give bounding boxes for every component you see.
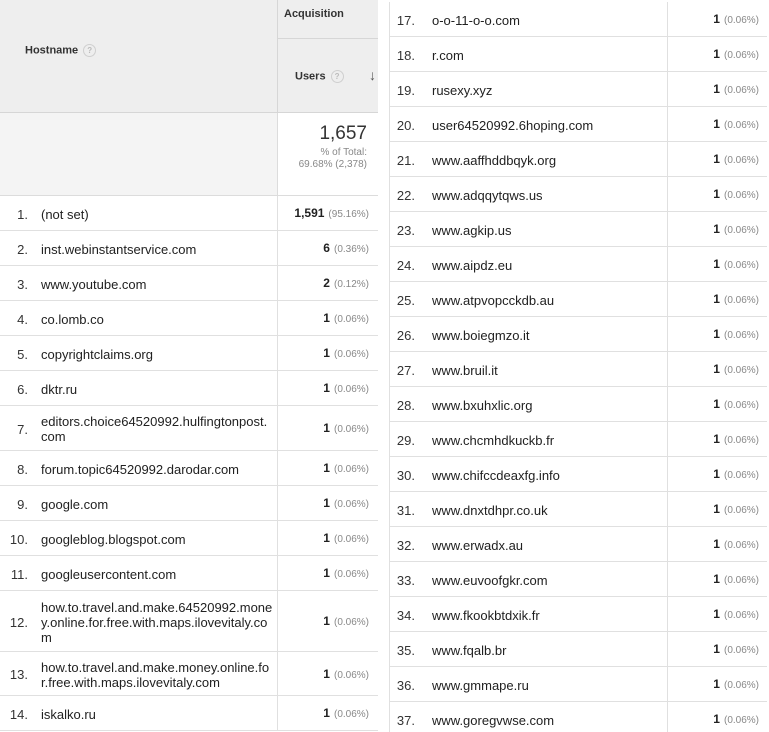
users-percent: (0.06%) [333, 349, 369, 360]
users-percent: (0.06%) [723, 225, 759, 236]
users-cell [667, 667, 767, 701]
users-cell [667, 282, 767, 316]
hostname-link[interactable]: www.atpvopcckdb.au [432, 293, 555, 308]
users-value: 2 [323, 276, 330, 290]
users-cell [277, 301, 378, 335]
hostname-link[interactable]: www.aipdz.eu [432, 258, 513, 273]
users-value: 1 [323, 706, 330, 720]
users-cell [277, 486, 378, 520]
users-percent: (0.06%) [333, 499, 369, 510]
row-number: 36. [396, 678, 415, 693]
users-percent: (0.06%) [723, 540, 759, 551]
row-number: 32. [396, 538, 415, 553]
hostname-header-label: Hostname [25, 44, 79, 57]
row-number: 27. [396, 363, 415, 378]
users-value: 1 [713, 397, 720, 411]
sort-descending-icon[interactable]: ↓ [369, 67, 376, 83]
table-row [389, 282, 767, 317]
users-percent: (0.06%) [723, 400, 759, 411]
table-row [389, 72, 767, 107]
users-cell [667, 422, 767, 456]
hostname-link[interactable]: copyrightclaims.org [41, 347, 153, 362]
table-row [389, 702, 767, 732]
hostname-link[interactable]: rusexy.xyz [432, 83, 493, 98]
users-cell [667, 177, 767, 211]
users-value: 1 [323, 311, 330, 325]
users-cell [667, 37, 767, 71]
users-value: 1 [713, 117, 720, 131]
users-value: 1 [713, 222, 720, 236]
table-row [389, 107, 767, 142]
users-cell [667, 352, 767, 386]
users-percent: (0.06%) [723, 610, 759, 621]
table-row [389, 422, 767, 457]
users-value: 1 [323, 531, 330, 545]
users-percent: (0.06%) [333, 534, 369, 545]
row-number: 33. [396, 573, 415, 588]
row-number: 19. [396, 83, 415, 98]
hostname-link[interactable]: www.erwadx.au [432, 538, 524, 553]
hostname-link[interactable]: how.to.travel.and.make.money.online.for.free.with.maps.ilovevitaly.com [41, 660, 270, 690]
users-cell [277, 451, 378, 485]
users-cell [277, 231, 378, 265]
row-number: 22. [396, 188, 415, 203]
users-cell [667, 387, 767, 421]
users-column-header[interactable] [277, 39, 378, 113]
users-value: 1 [713, 712, 720, 726]
users-percent: (0.06%) [723, 435, 759, 446]
row-number: 13. [9, 667, 28, 682]
users-percent: (0.06%) [723, 680, 759, 691]
acquisition-group-header [277, 0, 378, 39]
users-percent: (0.12%) [333, 279, 369, 290]
totals-row-label-cell [0, 113, 277, 196]
row-number: 28. [396, 398, 415, 413]
hostname-link[interactable]: how.to.travel.and.make.64520992.money.online.for.free.with.maps.ilovevitaly.com [41, 600, 273, 645]
total-users-value: 1,657 [319, 123, 367, 144]
row-number: 8. [17, 462, 28, 477]
row-number: 31. [396, 503, 415, 518]
table-row [389, 492, 767, 527]
hostname-column-header[interactable] [0, 0, 277, 113]
users-percent: (0.06%) [723, 260, 759, 271]
table-row [389, 177, 767, 212]
table-row [389, 352, 767, 387]
users-value: 1 [713, 502, 720, 516]
users-percent: (0.06%) [333, 314, 369, 325]
table-row [0, 266, 378, 301]
users-cell [277, 371, 378, 405]
users-value: 1 [323, 614, 330, 628]
users-value: 1 [323, 667, 330, 681]
row-number: 11. [10, 567, 28, 582]
hostname-link[interactable]: www.adqqytqws.us [432, 188, 543, 203]
users-percent: (0.06%) [723, 85, 759, 96]
totals-users-cell [277, 113, 378, 196]
users-value: 1 [713, 537, 720, 551]
users-value: 6 [323, 241, 330, 255]
row-number: 23. [396, 223, 415, 238]
users-percent: (0.36%) [333, 244, 369, 255]
row-number: 5. [17, 347, 28, 362]
users-value: 1 [713, 642, 720, 656]
hostname-link[interactable]: www.euvoofgkr.com [432, 573, 548, 588]
row-number: 21. [396, 153, 415, 168]
table-row [389, 317, 767, 352]
hostname-link[interactable]: www.goregvwse.com [432, 713, 555, 728]
table-row [0, 371, 378, 406]
row-number: 6. [17, 382, 28, 397]
row-number: 25. [396, 293, 415, 308]
users-cell [277, 196, 378, 230]
users-percent: (0.06%) [723, 330, 759, 341]
total-pct-label: % of Total: [320, 147, 367, 158]
row-number: 20. [396, 118, 415, 133]
table-row [0, 556, 378, 591]
hostname-link[interactable]: googleusercontent.com [41, 567, 177, 582]
row-number: 2. [17, 242, 28, 257]
acquisition-header-label: Acquisition [284, 8, 344, 20]
users-cell [667, 492, 767, 526]
row-number: 18. [396, 48, 415, 63]
users-cell [277, 591, 378, 651]
table-row [389, 2, 767, 37]
hostname-link[interactable]: o-o-11-o-o.com [432, 13, 520, 28]
table-row [0, 696, 378, 731]
users-percent: (0.06%) [333, 384, 369, 395]
users-cell [667, 317, 767, 351]
users-value: 1 [323, 421, 330, 435]
table-row [389, 212, 767, 247]
users-percent: (0.06%) [333, 617, 369, 628]
users-percent: (0.06%) [333, 709, 369, 720]
users-percent: (0.06%) [723, 155, 759, 166]
users-cell [667, 247, 767, 281]
hostname-link[interactable]: www.fkookbtdxik.fr [432, 608, 540, 623]
users-cell [277, 266, 378, 300]
users-percent: (0.06%) [723, 295, 759, 306]
users-value: 1 [713, 467, 720, 481]
row-number: 26. [396, 328, 415, 343]
users-percent: (0.06%) [333, 569, 369, 580]
table-row [389, 247, 767, 282]
table-row [0, 451, 378, 486]
users-value: 1 [323, 381, 330, 395]
users-value: 1 [713, 152, 720, 166]
users-cell [277, 696, 378, 730]
users-cell [277, 652, 378, 695]
users-cell [667, 632, 767, 666]
hostname-link[interactable]: inst.webinstantservice.com [41, 242, 197, 257]
users-percent: (0.06%) [723, 15, 759, 26]
users-cell [277, 556, 378, 590]
users-cell [667, 457, 767, 491]
users-percent: (0.06%) [723, 470, 759, 481]
table-row [0, 231, 378, 266]
row-number: 34. [396, 608, 415, 623]
users-cell [667, 597, 767, 631]
help-icon[interactable]: ? [83, 44, 96, 57]
users-value: 1 [323, 461, 330, 475]
row-number: 35. [396, 643, 415, 658]
users-value: 1 [713, 677, 720, 691]
users-cell [277, 336, 378, 370]
total-pct-value: 69.68% (2,378) [298, 159, 367, 170]
hostname-link[interactable]: co.lomb.co [41, 312, 104, 327]
hostname-link[interactable]: www.fqalb.br [432, 643, 507, 658]
hostname-link[interactable]: www.youtube.com [41, 277, 147, 292]
users-percent: (0.06%) [723, 575, 759, 586]
table-row [0, 591, 378, 652]
table-row [0, 521, 378, 556]
hostname-link[interactable]: www.chcmhdkuckb.fr [432, 433, 555, 448]
hostname-link[interactable]: forum.topic64520992.darodar.com [41, 462, 240, 477]
users-cell [667, 562, 767, 596]
hostname-link[interactable]: iskalko.ru [41, 707, 96, 722]
users-percent: (0.06%) [723, 120, 759, 131]
hostname-link[interactable]: user64520992.6hoping.com [432, 118, 594, 133]
hostname-link[interactable]: www.dnxtdhpr.co.uk [432, 503, 548, 518]
users-percent: (0.06%) [723, 50, 759, 61]
hostname-link[interactable]: www.bruil.it [432, 363, 498, 378]
hostname-link[interactable]: r.com [432, 48, 464, 63]
help-icon[interactable]: ? [331, 70, 344, 83]
table-row [389, 37, 767, 72]
table-row [0, 196, 378, 231]
table-row [0, 406, 378, 451]
hostname-link[interactable]: googleblog.blogspot.com [41, 532, 186, 547]
table-row [389, 632, 767, 667]
table-row [0, 486, 378, 521]
hostname-link[interactable]: www.aaffhddbqyk.org [432, 153, 557, 168]
row-number: 30. [396, 468, 415, 483]
users-value: 1 [713, 327, 720, 341]
users-percent: (0.06%) [723, 190, 759, 201]
table-row [389, 142, 767, 177]
users-cell [667, 107, 767, 141]
users-value: 1 [713, 187, 720, 201]
users-value: 1 [713, 82, 720, 96]
table-row [389, 527, 767, 562]
row-number: 10. [9, 532, 28, 547]
users-percent: (0.06%) [723, 505, 759, 516]
table-row [389, 597, 767, 632]
users-header-label: Users [295, 70, 326, 83]
users-cell [667, 212, 767, 246]
row-number: 24. [396, 258, 415, 273]
users-percent: (0.06%) [723, 645, 759, 656]
table-row [389, 457, 767, 492]
row-number: 9. [17, 497, 28, 512]
users-cell [277, 521, 378, 555]
hostname-link[interactable]: editors.choice64520992.hulfingtonpost.com [41, 414, 268, 444]
hostname-link[interactable]: google.com [41, 497, 109, 512]
users-cell [667, 702, 767, 732]
users-percent: (0.06%) [333, 424, 369, 435]
users-cell [667, 2, 767, 36]
users-value: 1 [323, 496, 330, 510]
hostname-link[interactable]: (not set) [41, 207, 89, 222]
left-table-panel [0, 0, 378, 732]
users-value: 1 [713, 257, 720, 271]
table-row [389, 387, 767, 422]
row-number: 37. [396, 713, 415, 728]
users-percent: (95.16%) [328, 209, 369, 220]
row-number: 1. [17, 207, 28, 222]
users-value: 1 [713, 292, 720, 306]
table-row [389, 562, 767, 597]
hostname-link[interactable]: www.gmmape.ru [432, 678, 529, 693]
users-value: 1 [323, 566, 330, 580]
users-cell [277, 406, 378, 450]
hostname-link[interactable]: www.agkip.us [432, 223, 512, 238]
users-value: 1 [323, 346, 330, 360]
row-number: 3. [17, 277, 28, 292]
hostname-link[interactable]: www.chifccdeaxfg.info [432, 468, 560, 483]
users-percent: (0.06%) [333, 464, 369, 475]
table-row [0, 301, 378, 336]
users-value: 1 [713, 572, 720, 586]
users-value: 1 [713, 432, 720, 446]
row-number: 14. [9, 707, 28, 722]
hostname-link[interactable]: dktr.ru [41, 382, 78, 397]
users-cell [667, 142, 767, 176]
row-number: 7. [17, 422, 28, 437]
users-cell [667, 72, 767, 106]
hostname-link[interactable]: www.bxuhxlic.org [432, 398, 533, 413]
users-percent: (0.06%) [723, 365, 759, 376]
users-value: 1 [713, 362, 720, 376]
row-number: 29. [396, 433, 415, 448]
users-value: 1 [713, 12, 720, 26]
row-number: 4. [17, 312, 28, 327]
row-number: 17. [396, 13, 415, 28]
users-percent: (0.06%) [723, 715, 759, 726]
users-value: 1 [713, 607, 720, 621]
users-percent: (0.06%) [333, 670, 369, 681]
right-table-panel [389, 0, 767, 732]
users-cell [667, 527, 767, 561]
table-row [0, 336, 378, 371]
table-row [0, 652, 378, 696]
users-value: 1 [713, 47, 720, 61]
table-row [389, 667, 767, 702]
users-value: 1,591 [294, 206, 325, 220]
hostname-link[interactable]: www.boiegmzo.it [432, 328, 530, 343]
row-number: 12. [9, 615, 28, 630]
